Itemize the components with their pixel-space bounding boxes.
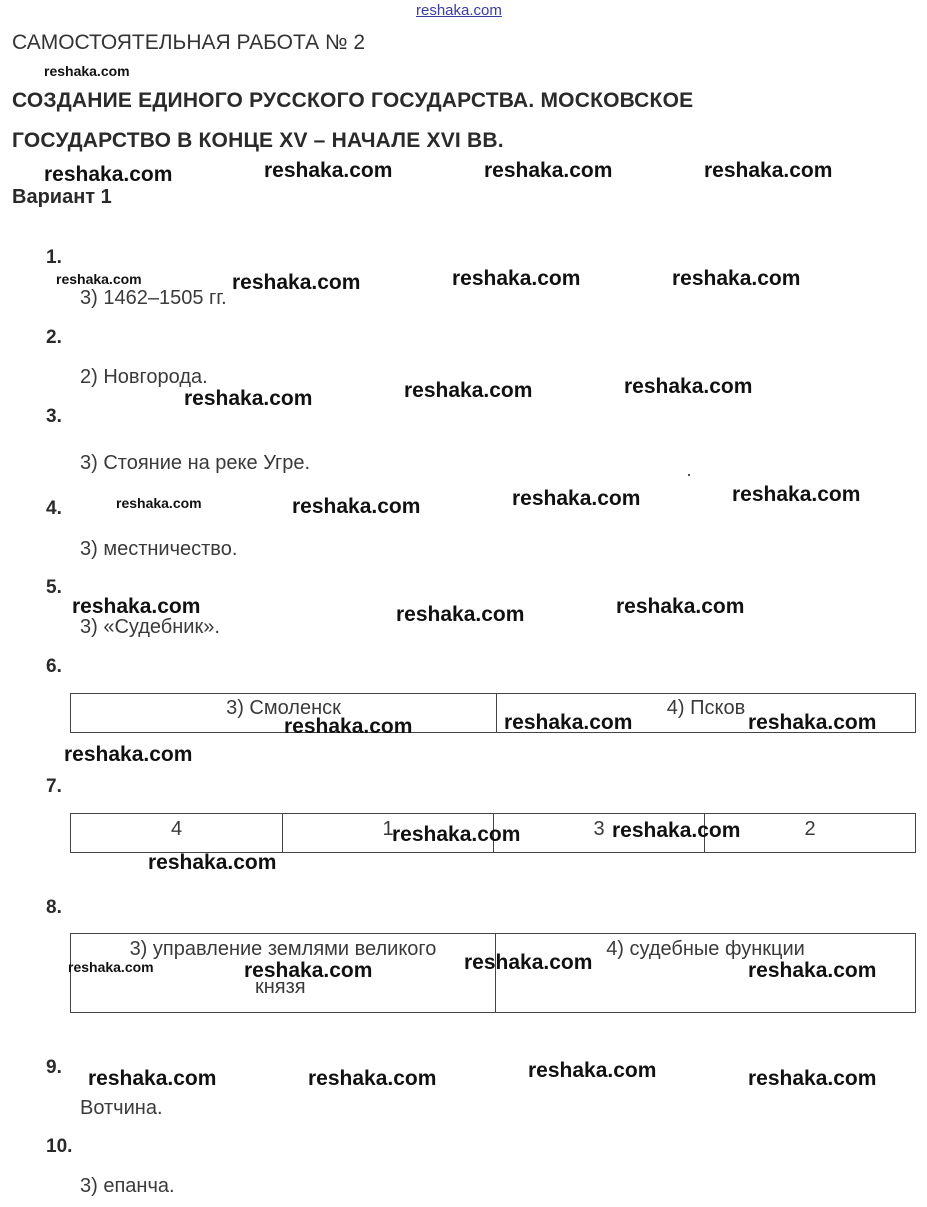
variant-label: Вариант 1 [12, 186, 112, 208]
answer-text: 3) «Судебник». [80, 616, 220, 638]
watermark: reshaka.com [748, 1067, 877, 1090]
watermark: reshaka.com [464, 951, 593, 974]
watermark: reshaka.com [44, 63, 130, 79]
question-number: 6. [46, 656, 62, 677]
table-cell: 4) Псков [496, 694, 915, 732]
watermark: reshaka.com [616, 595, 745, 618]
stray-dot [688, 474, 690, 476]
watermark: reshaka.com [528, 1059, 657, 1082]
watermark: reshaka.com [244, 959, 373, 982]
watermark: reshaka.com [396, 603, 525, 626]
watermark: reshaka.com [704, 159, 833, 182]
question-number: 8. [46, 897, 62, 918]
answer-text: Вотчина. [80, 1097, 163, 1119]
table-cell: 3 [493, 814, 704, 852]
watermark: reshaka.com [88, 1067, 217, 1090]
answer-text: 3) епанча. [80, 1175, 175, 1197]
question-number: 3. [46, 406, 62, 427]
answer-text: 2) Новгорода. [80, 366, 208, 388]
watermark: reshaka.com [184, 387, 313, 410]
watermark: reshaka.com [72, 595, 201, 618]
watermark: reshaka.com [512, 487, 641, 510]
table-cell: 3) Смоленск [226, 697, 341, 719]
question-number: 2. [46, 327, 62, 348]
question-number: 1. [46, 247, 62, 268]
watermark: reshaka.com [148, 851, 277, 874]
watermark: reshaka.com [612, 819, 741, 842]
watermark: reshaka.com [404, 379, 533, 402]
work-title: САМОСТОЯТЕЛЬНАЯ РАБОТА № 2 [12, 31, 366, 54]
table-cell: 4 [170, 818, 183, 840]
topic-heading-line-2: ГОСУДАРСТВО В КОНЦЕ XV – НАЧАЛЕ XVI ВВ. [12, 129, 504, 152]
watermark: reshaka.com [504, 711, 633, 734]
watermark: reshaka.com [624, 375, 753, 398]
cell-text-line: 3) управление землями великого [129, 938, 437, 960]
site-link[interactable]: reshaka.com [416, 2, 502, 19]
table-cell: 1 [282, 814, 493, 852]
watermark: reshaka.com [284, 715, 413, 738]
question-number: 4. [46, 498, 62, 519]
watermark: reshaka.com [748, 959, 877, 982]
answer-text: 3) Стояние на реке Угре. [80, 452, 311, 474]
watermark: reshaka.com [484, 159, 613, 182]
answer-text: 3) местничество. [80, 538, 238, 560]
question-number: 7. [46, 776, 62, 797]
table-cell: 2 [704, 814, 915, 852]
watermark: reshaka.com [392, 823, 521, 846]
watermark: reshaka.com [232, 271, 361, 294]
topic-heading-line-1: СОЗДАНИЕ ЕДИНОГО РУССКОГО ГОСУДАРСТВА. МОСКОВСКОЕ [12, 89, 694, 112]
watermark: reshaka.com [56, 271, 142, 287]
watermark: reshaka.com [672, 267, 801, 290]
cell-text-line: князя [255, 976, 306, 998]
watermark: reshaka.com [64, 743, 193, 766]
watermark: reshaka.com [68, 959, 154, 975]
watermark: reshaka.com [44, 163, 173, 186]
watermark: reshaka.com [116, 495, 202, 511]
watermark: reshaka.com [732, 483, 861, 506]
watermark: reshaka.com [452, 267, 581, 290]
watermark: reshaka.com [308, 1067, 437, 1090]
table-cell: 4) судебные функции [495, 934, 915, 1012]
watermark: reshaka.com [292, 495, 421, 518]
watermark: reshaka.com [264, 159, 393, 182]
watermark: reshaka.com [748, 711, 877, 734]
answer-text: 3) 1462–1505 гг. [80, 287, 227, 309]
question-number: 9. [46, 1057, 62, 1078]
question-number: 10. [46, 1136, 73, 1157]
question-number: 5. [46, 577, 62, 598]
